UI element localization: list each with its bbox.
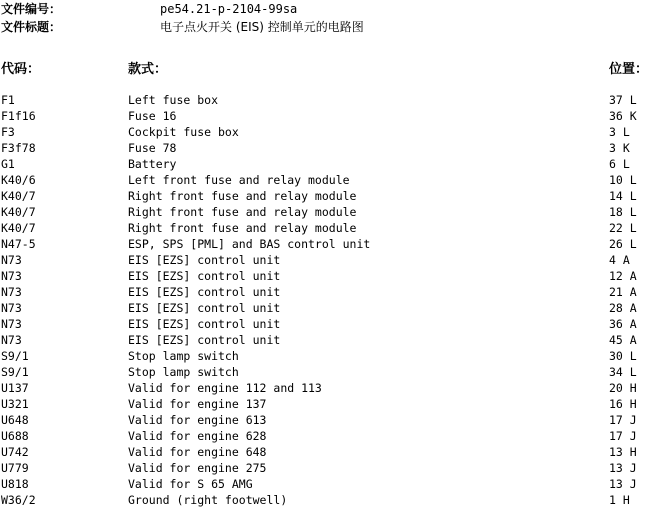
- table-row: [0, 172, 655, 188]
- table-row: [0, 220, 655, 236]
- table-row: [0, 476, 655, 492]
- component-description: EIS [EZS] control unit: [128, 301, 281, 315]
- component-code: F1: [1, 93, 15, 107]
- component-description: Left fuse box: [128, 93, 219, 107]
- component-code: U137: [1, 381, 29, 395]
- table-row: [0, 268, 655, 284]
- component-position: 37 L: [609, 93, 637, 107]
- component-position: 10 L: [609, 173, 637, 187]
- component-position: 3 K: [609, 141, 630, 155]
- component-code: W36/2: [1, 493, 36, 507]
- component-position: 20 H: [609, 381, 637, 395]
- component-position: 18 L: [609, 205, 637, 219]
- table-row: [0, 412, 655, 428]
- component-position: 21 A: [609, 285, 637, 299]
- component-description: Stop lamp switch: [128, 365, 239, 379]
- component-code: F1f16: [1, 109, 36, 123]
- component-description: Right front fuse and relay module: [128, 221, 357, 235]
- component-description: Right front fuse and relay module: [128, 205, 357, 219]
- component-description: Stop lamp switch: [128, 349, 239, 363]
- component-description: Valid for engine 648: [128, 445, 267, 459]
- component-description: Cockpit fuse box: [128, 125, 239, 139]
- table-row: [0, 156, 655, 172]
- table-row: [0, 348, 655, 364]
- component-code: U688: [1, 429, 29, 443]
- component-description: Valid for S 65 AMG: [128, 477, 253, 491]
- table-row: [0, 252, 655, 268]
- component-position: 45 A: [609, 333, 637, 347]
- table-row: [0, 444, 655, 460]
- component-description: Valid for engine 112 and 113: [128, 381, 322, 395]
- component-code: K40/7: [1, 205, 36, 219]
- component-code: S9/1: [1, 349, 29, 363]
- component-position: 28 A: [609, 301, 637, 315]
- table-row: [0, 204, 655, 220]
- component-position: 3 L: [609, 125, 630, 139]
- table-row: [0, 364, 655, 380]
- component-position: 4 A: [609, 253, 630, 267]
- table-row: [0, 140, 655, 156]
- component-position: 1 H: [609, 493, 630, 507]
- component-position: 17 J: [609, 429, 637, 443]
- component-code: N47-5: [1, 237, 36, 251]
- component-position: 14 L: [609, 189, 637, 203]
- component-code: S9/1: [1, 365, 29, 379]
- table-row: [0, 92, 655, 108]
- column-header-description: 款式：: [128, 62, 168, 77]
- component-description: Valid for engine 613: [128, 413, 267, 427]
- component-position: 17 J: [609, 413, 637, 427]
- table-row: [0, 300, 655, 316]
- component-description: EIS [EZS] control unit: [128, 285, 281, 299]
- table-row: [0, 316, 655, 332]
- component-description: Right front fuse and relay module: [128, 189, 357, 203]
- component-position: 30 L: [609, 349, 637, 363]
- table-row: [0, 284, 655, 300]
- column-header-code: 代码：: [1, 62, 41, 77]
- component-position: 13 H: [609, 445, 637, 459]
- component-code: N73: [1, 269, 22, 283]
- component-code: K40/7: [1, 189, 36, 203]
- table-row: [0, 124, 655, 140]
- component-description: Valid for engine 628: [128, 429, 267, 443]
- component-code: U818: [1, 477, 29, 491]
- component-list: [0, 92, 655, 508]
- component-position: 34 L: [609, 365, 637, 379]
- table-row: [0, 460, 655, 476]
- table-row: [0, 236, 655, 252]
- component-description: EIS [EZS] control unit: [128, 269, 281, 283]
- component-position: 26 L: [609, 237, 637, 251]
- component-description: Ground (right footwell): [128, 493, 288, 507]
- component-description: Valid for engine 275: [128, 461, 267, 475]
- table-row: [0, 108, 655, 124]
- table-row: [0, 332, 655, 348]
- component-description: Fuse 16: [128, 109, 177, 123]
- component-code: U779: [1, 461, 29, 475]
- table-row: [0, 380, 655, 396]
- document-number-label: 文件编号：: [1, 2, 62, 16]
- component-code: N73: [1, 333, 22, 347]
- component-description: EIS [EZS] control unit: [128, 253, 281, 267]
- component-description: Left front fuse and relay module: [128, 173, 350, 187]
- table-row: [0, 428, 655, 444]
- component-position: 6 L: [609, 157, 630, 171]
- component-code: F3: [1, 125, 15, 139]
- component-description: EIS [EZS] control unit: [128, 333, 281, 347]
- component-code: N73: [1, 253, 22, 267]
- component-description: EIS [EZS] control unit: [128, 317, 281, 331]
- component-description: Valid for engine 137: [128, 397, 267, 411]
- component-code: K40/6: [1, 173, 36, 187]
- table-row: [0, 188, 655, 204]
- document-title-value: 电子点火开关 (EIS) 控制单元的电路图: [160, 20, 364, 34]
- component-code: U742: [1, 445, 29, 459]
- component-code: N73: [1, 317, 22, 331]
- component-position: 12 A: [609, 269, 637, 283]
- component-code: K40/7: [1, 221, 36, 235]
- component-code: G1: [1, 157, 15, 171]
- component-position: 22 L: [609, 221, 637, 235]
- table-row: [0, 396, 655, 412]
- component-code: U321: [1, 397, 29, 411]
- component-code: N73: [1, 301, 22, 315]
- component-code: F3f78: [1, 141, 36, 155]
- component-code: N73: [1, 285, 22, 299]
- component-position: 36 K: [609, 109, 637, 123]
- component-position: 13 J: [609, 477, 637, 491]
- component-description: Fuse 78: [128, 141, 177, 155]
- document-number-value: pe54.21-p-2104-99sa: [160, 2, 298, 16]
- component-position: 16 H: [609, 397, 637, 411]
- component-position: 36 A: [609, 317, 637, 331]
- component-description: ESP, SPS [PML] and BAS control unit: [128, 237, 371, 251]
- component-position: 13 J: [609, 461, 637, 475]
- table-row: [0, 492, 655, 508]
- component-code: U648: [1, 413, 29, 427]
- column-header-position: 位置：: [609, 62, 649, 77]
- component-description: Battery: [128, 157, 177, 171]
- document-title-label: 文件标题：: [1, 20, 62, 34]
